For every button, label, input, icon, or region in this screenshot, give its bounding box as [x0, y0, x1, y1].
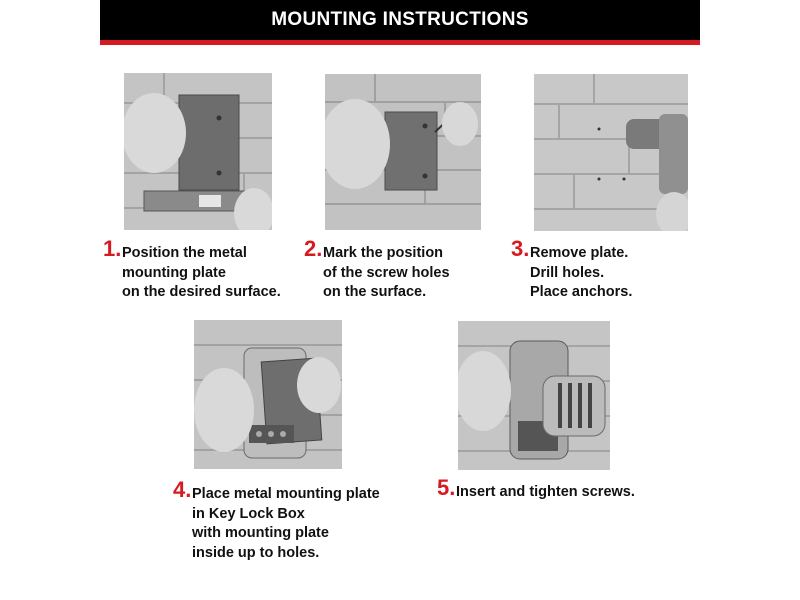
step-3-caption: [511, 236, 633, 303]
header-accent-bar: [100, 40, 700, 45]
step-1-number: 1.: [103, 236, 122, 261]
step-5-number: 5.: [437, 475, 456, 500]
step-4-line: with mounting plate: [192, 525, 329, 541]
step-4-number: 4.: [173, 477, 192, 502]
step-1-photo: [124, 73, 272, 230]
step-2-caption: [304, 236, 450, 303]
page-header: [100, 0, 700, 40]
step-4-line: Place metal mounting plate: [192, 486, 380, 502]
step-1-caption: [103, 236, 281, 303]
step-3-line: Drill holes.: [530, 264, 605, 281]
step-5-photo: [458, 321, 610, 470]
step-4-caption: [173, 477, 380, 563]
step-1-line: mounting plate: [122, 264, 226, 281]
step-2-photo: [325, 74, 481, 230]
step-4-line: in Key Lock Box: [192, 505, 305, 522]
step-2-line: on the surface.: [323, 284, 427, 300]
step-3-photo: [534, 74, 688, 231]
step-1-line: Position the metal: [122, 245, 247, 261]
step-2-line: of the screw holes: [323, 264, 450, 281]
step-1-line: on the desired surface.: [122, 284, 281, 300]
step-2-number: 2.: [304, 236, 323, 261]
step-5-line: Insert and tighten screws.: [456, 484, 635, 500]
step-3-line: Place anchors.: [530, 284, 633, 300]
step-3-number: 3.: [511, 236, 530, 261]
step-4-line: inside up to holes.: [192, 544, 320, 561]
step-3-line: Remove plate.: [530, 245, 629, 261]
step-5-caption: [437, 475, 635, 503]
step-2-line: Mark the position: [323, 245, 444, 261]
page-title: MOUNTING INSTRUCTIONS: [271, 9, 529, 30]
step-4-photo: [194, 320, 342, 469]
